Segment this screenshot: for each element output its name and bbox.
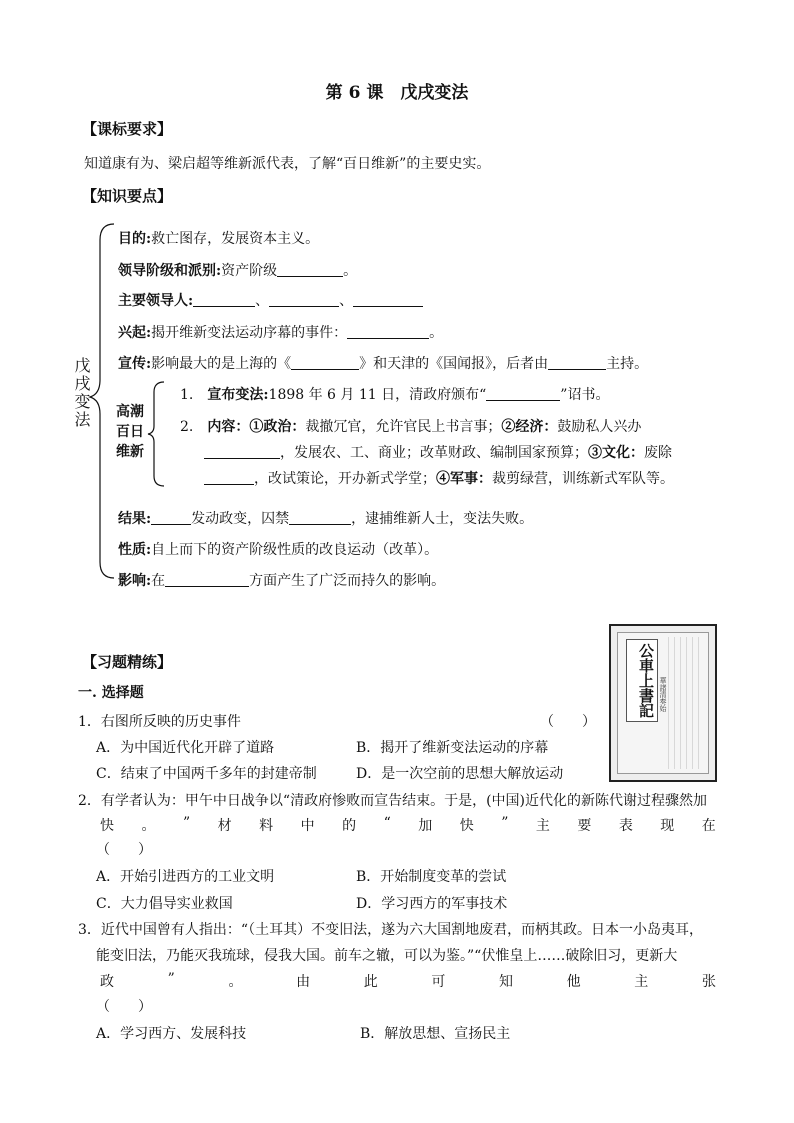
q2-line2-char: 快 — [459, 818, 474, 834]
q2-line2-char: 主 — [535, 818, 550, 834]
q2-paren: （ ） — [96, 842, 152, 858]
climax-item-1: 1. 宣布变法:1898 年 6 月 11 日，清政府颁布“ ”诏书。 — [180, 387, 610, 403]
q2-line2-char: 料 — [259, 818, 274, 834]
q3-line3-char: 。 — [228, 974, 243, 990]
curriculum-text: 知道康有为、梁启超等维新派代表，了解“百日维新”的主要史实。 — [84, 156, 491, 172]
q3-option-a[interactable]: A．学习西方、发展科技 — [96, 1026, 247, 1042]
climax-brace — [146, 380, 166, 488]
q2-line2-char: 现 — [660, 818, 675, 834]
climax-item-2-line3: ，改试策论，开办新式学堂；④军事：裁剪绿营，训练新式军队等。 — [204, 468, 674, 488]
q2-stem-line1: 2．有学者认为：甲午中日战争以“清政府惨败而宣告结束。于是，(中国)近代化的新陈代谢过程骤然加 — [78, 793, 707, 809]
q2-option-c[interactable]: C．大力倡导实业救国 — [96, 896, 233, 912]
q2-line2-char: 中 — [300, 818, 315, 834]
q3-line3-char: 此 — [363, 974, 378, 990]
q3-line3-char: 由 — [296, 974, 311, 990]
book-title: 公車上書記 — [626, 639, 658, 722]
q3-stem-line3 — [100, 971, 716, 991]
outline-main-leaders: 主要领导人: 、 、 — [118, 290, 423, 310]
q3-line3-char: 知 — [499, 974, 514, 990]
q2-line2-char: 材 — [217, 818, 232, 834]
q2-line2-char: 加 — [418, 818, 433, 834]
q3-stem-line1: 3．近代中国曾有人指出：“（土耳其）不变旧法，遂为六大国割地废君，而柄其政。日本一小岛夷耳， — [78, 922, 704, 938]
q3-paren: （ ） — [96, 999, 152, 1015]
book-cover-image — [609, 624, 717, 782]
page-title: 第 6 课 戊戌变法 — [325, 83, 469, 103]
q3-line3-char: 他 — [566, 974, 581, 990]
climax-label: 高潮百日维新 — [116, 404, 144, 460]
q1-option-c[interactable]: C．结束了中国两千多年的封建帝制 — [96, 766, 317, 782]
q2-line2-char: 在 — [701, 818, 716, 834]
section-knowledge: 【知识要点】 — [82, 187, 173, 205]
outline-nature: 性质:自上而下的资产阶级性质的改良运动（改革）。 — [118, 542, 439, 558]
q2-option-a[interactable]: A．开始引进西方的工业文明 — [96, 869, 275, 885]
climax-item-2: 2. 内容：①政治：裁撤冗官，允许官民上书言事；②经济：鼓励私人兴办 — [180, 419, 642, 435]
q2-line2-char: ” — [501, 815, 509, 831]
q2-line2-char: 要 — [577, 818, 592, 834]
outline-goal: 目的:救亡图存，发展资本主义。 — [118, 231, 320, 247]
q3-line3-char: 主 — [634, 974, 649, 990]
outline-propaganda: 宣传:影响最大的是上海的《 》和天津的《国闻报》，后者由 主持。 — [118, 356, 649, 372]
book-subtitle: 華諸清奏始 — [659, 677, 667, 712]
q2-line2-char: 的 — [342, 818, 357, 834]
q1-option-a[interactable]: A．为中国近代化开辟了道路 — [96, 740, 275, 756]
part-title: 一. 选择题 — [78, 685, 144, 701]
q3-line3-char: 张 — [701, 974, 716, 990]
q2-line2-char: 快 — [100, 818, 114, 834]
outline-impact: 影响:在 方面产生了广泛而持久的影响。 — [118, 573, 446, 589]
q2-line2-char: ” — [182, 815, 191, 831]
outline-rise: 兴起:揭开维新变法运动序幕的事件： 。 — [118, 325, 444, 341]
q3-line3-char: 可 — [431, 974, 446, 990]
q2-option-b[interactable]: B．开始制度变革的尝试 — [356, 869, 507, 885]
q2-line2-char: “ — [383, 815, 391, 831]
q3-line3-char: ” — [167, 971, 175, 987]
outline-result: 结果: 发动政变，囚禁 ，逮捕维新人士，变法失败。 — [118, 511, 534, 527]
q1-stem: 1．右图所反映的历史事件 — [78, 714, 241, 730]
q3-line3-char: 政 — [100, 974, 114, 990]
q3-stem-line2: 能变旧法，乃能灭我琉球，侵我大国。前车之辙，可以为鉴。”“伏惟皇上……破除旧习，更新大 — [96, 948, 678, 964]
outline-leader-class: 领导阶级和派别:资产阶级 。 — [118, 263, 358, 279]
q1-option-b[interactable]: B．揭开了维新变法运动的序幕 — [356, 740, 549, 756]
q1-option-d[interactable]: D．是一次空前的思想大解放运动 — [356, 766, 564, 782]
climax-item-2-line2: ，发展农、工、商业；改革财政、编制国家预算；③文化：废除 — [204, 442, 672, 462]
q1-paren: （ ） — [540, 714, 596, 730]
q2-line2-char: 表 — [618, 818, 633, 834]
q2-stem-line2 — [100, 815, 716, 835]
outline-vertical-label: 戊戌变法 — [72, 357, 91, 429]
q3-option-b[interactable]: B．解放思想、宣扬民主 — [360, 1026, 511, 1042]
section-curriculum: 【课标要求】 — [82, 120, 173, 138]
q2-line2-char: 。 — [141, 818, 156, 834]
section-exercises: 【习题精练】 — [82, 653, 173, 671]
q2-option-d[interactable]: D．学习西方的军事技术 — [356, 896, 508, 912]
